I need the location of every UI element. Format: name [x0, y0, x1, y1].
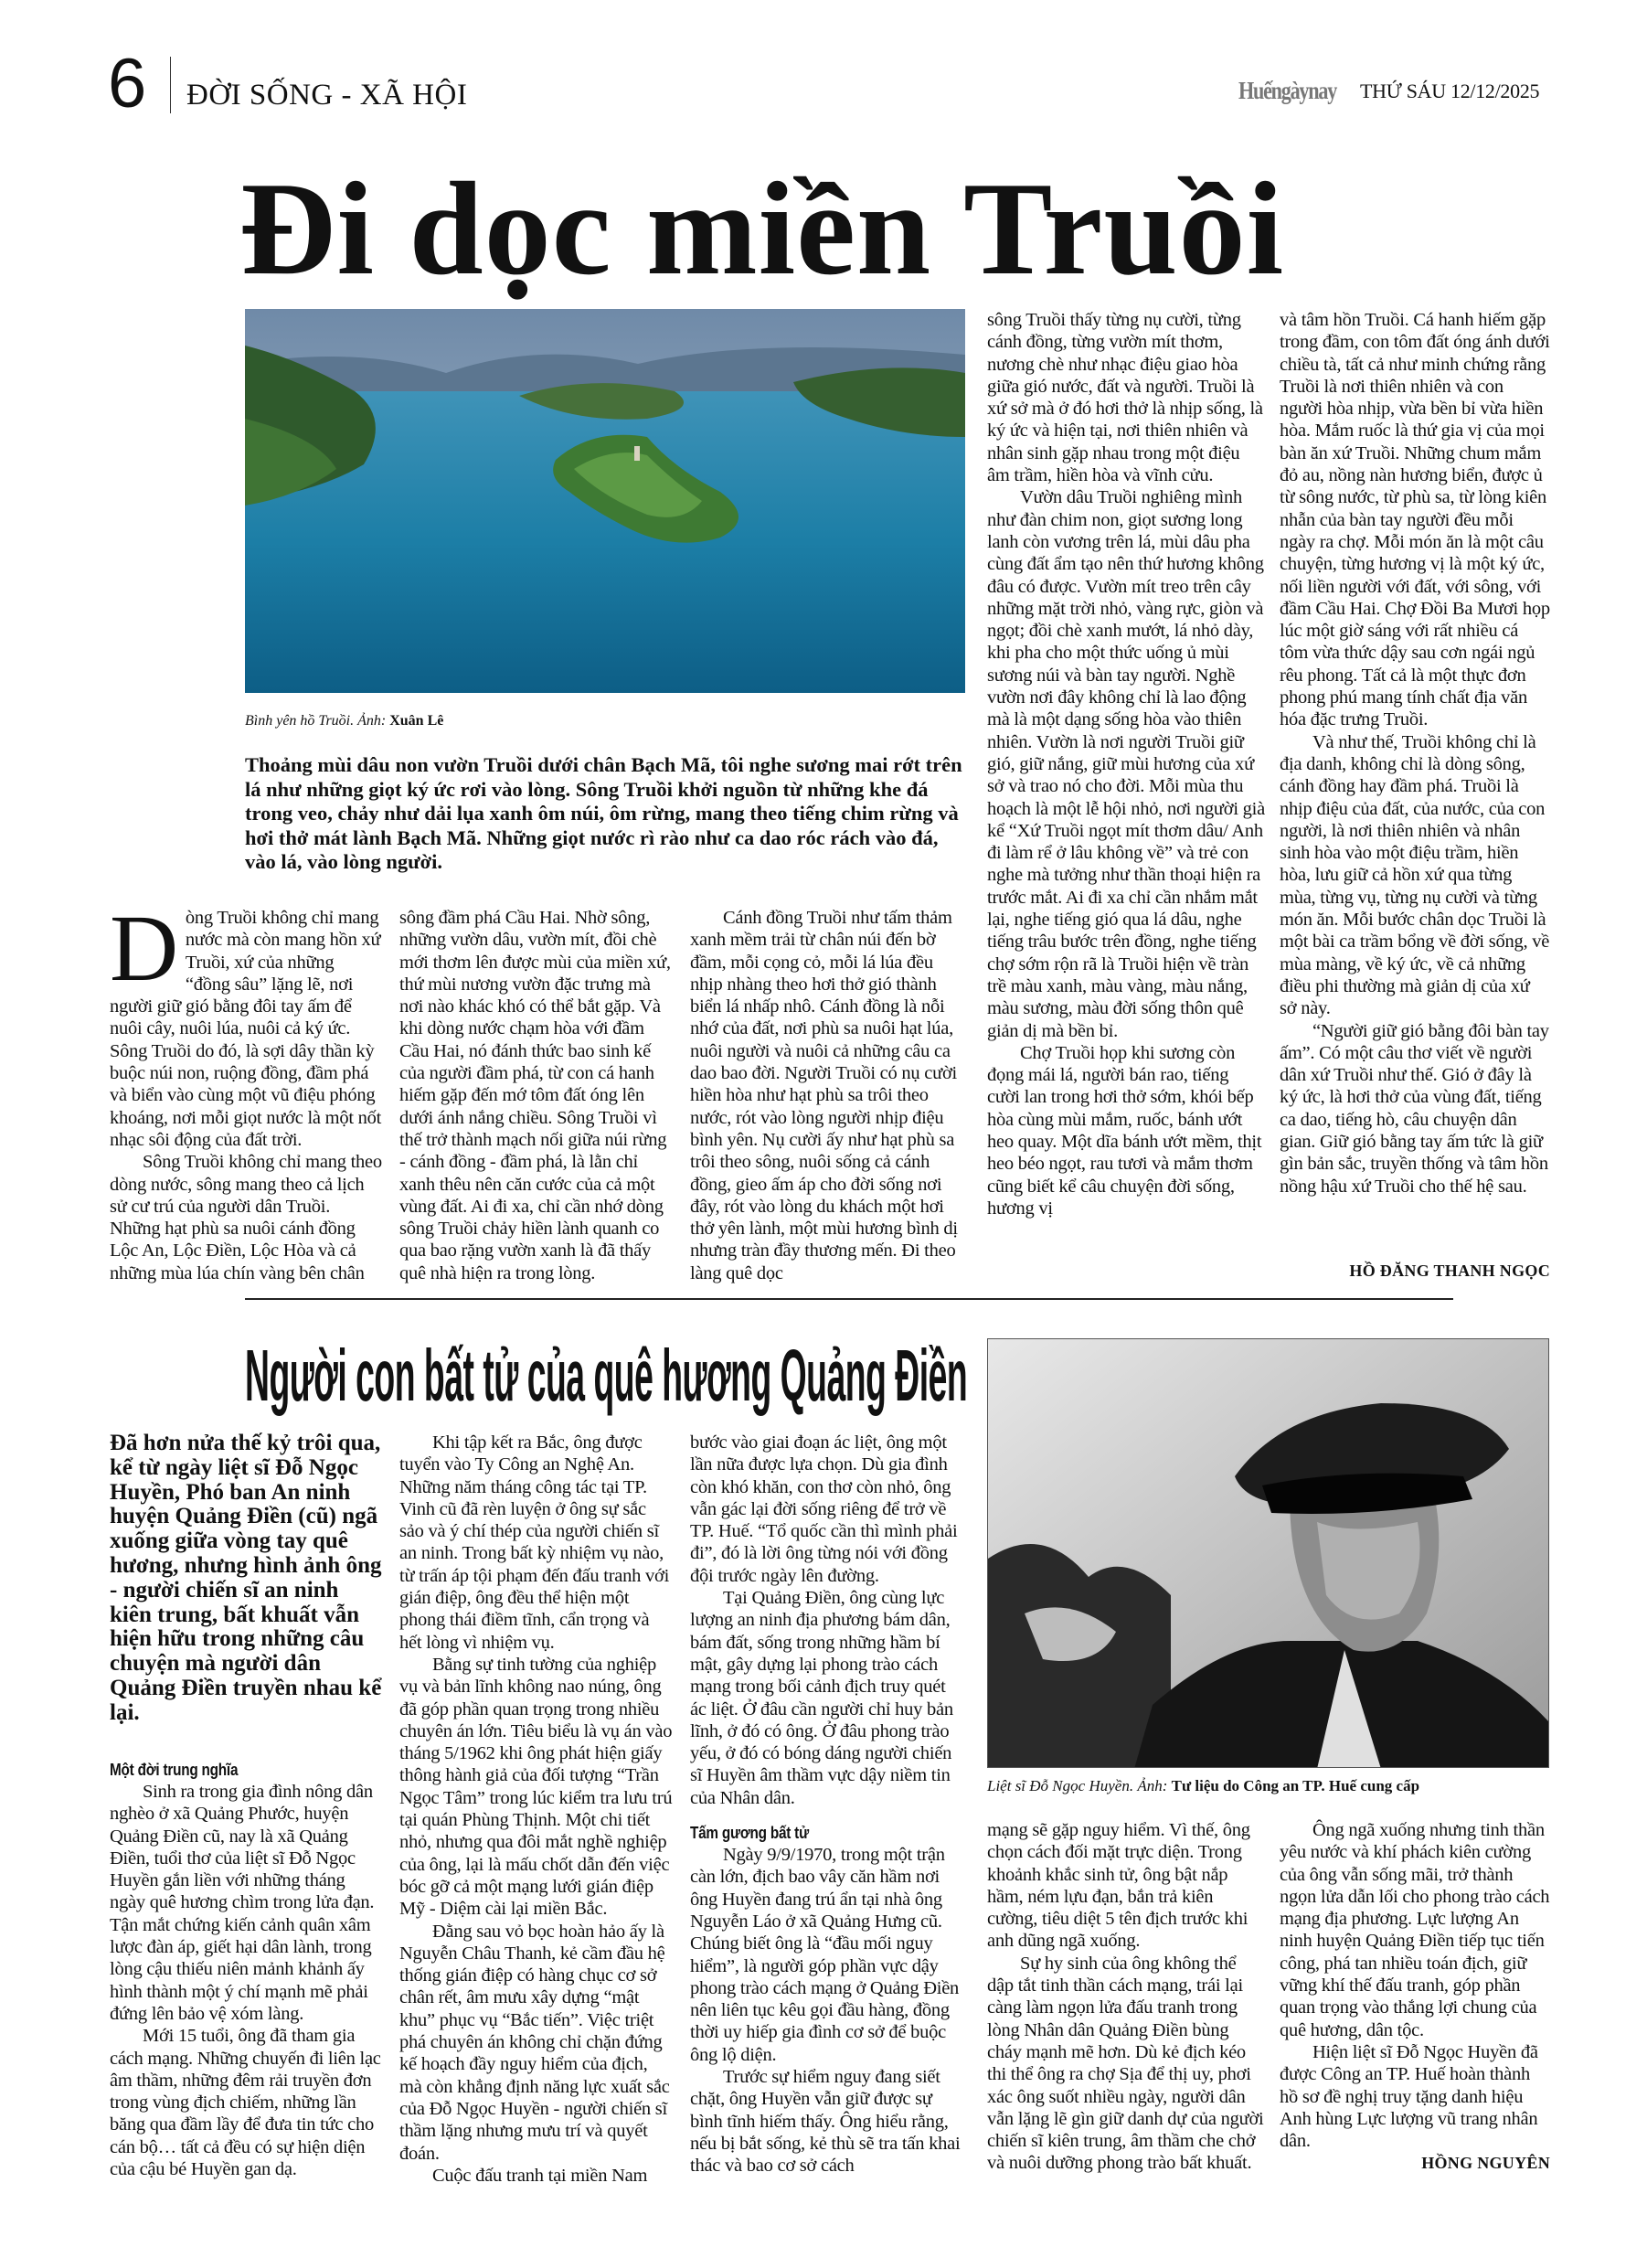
article2-author: HỒNG NGUYÊN	[1421, 2154, 1550, 2172]
paragraph: Cuộc đấu tranh tại miền Nam	[432, 2165, 648, 2186]
article1-column-4	[987, 309, 1265, 1219]
paragraph: Sinh ra trong gia đình nông dân nghèo ở xã Quảng Phước, huyện Quảng Điền cũ, nay là xã Quảng Điền, tuổi thơ của liệt sĩ Đỗ Ngọc Huyền gắn liền với những tháng ngày quê hương chìm trong lửa đạn. Tận mắt chứng kiến cảnh quân xâm lược đàn áp, giết hại dân lành, trong lòng cậu thiếu niên mảnh khảnh ấy hình thành một ý chí mạnh mẽ phải đứng lên bảo vệ xóm làng.	[110, 1782, 375, 2024]
article1-column-2	[399, 907, 672, 1284]
article2-column-3	[690, 1432, 964, 2177]
paragraph: Ông ngã xuống nhưng tinh thần yêu nước và khí phách kiên cường của ông vẫn sống mãi, trở thành ngọn lửa dẫn lối cho phong trào cách mạng địa phương. Lực lượng An ninh huyện Quảng Điền tiếp tục tiến công, phá tan nhiều toán địch, giữ vững khí thế đấu tranh, góp phần quan trọng vào thắng lợi chung của quê hương, dân tộc.	[1280, 1820, 1550, 2040]
paragraph: Vườn dâu Truồi nghiêng mình như đàn chim non, giọt sương long lanh còn vương trên lá, mùi dâu pha cùng đất ẩm tạo nên thứ hương không đâu có được. Vườn mít treo trên cây những mặt trời nhỏ, vàng rực, giòn và ngọt; đồi chè xanh mướt, lá nhỏ dày, khi pha cho một thức uống ủ mùi sương núi và bàn tay người. Nghề vườn nơi đây không chỉ là lao động mà là một dạng sống hòa vào thiên nhiên. Vườn là nơi người Truồi giữ gió, giữ nắng, giữ mùi hương của xứ sở và trao nó cho đời. Mỗi mùa thu hoạch là một lễ hội nhỏ, nơi người già kể “Xứ Truồi ngọt mít thơm dâu/ Anh đi làm rể ở lâu không về” và trẻ con nghe mà tưởng như thần thoại hiện ra trước mắt. Ai đi xa chỉ cần nhắm mắt lại, nghe tiếng gió qua lá dâu, nghe tiếng trâu bước trên đồng, nghe tiếng chợ sớm rộn rã là Truồi hiện về tràn trề màu xanh, màu vàng, màu nắng, màu sương, màu đời sống thôn quê giản dị mà bền bỉ.	[987, 487, 1265, 1041]
article2-column-3-body-b	[690, 1844, 964, 2177]
article1-author: HỒ ĐĂNG THANH NGỌC	[1349, 1262, 1550, 1280]
article2-column-1	[110, 1752, 384, 2180]
article1-title: Đi dọc miền Truồi	[239, 154, 1285, 303]
paragraph: Tại Quảng Điền, ông cùng lực lượng an ninh địa phương bám dân, bám đất, sống trong những hầm bí mật, gây dựng lại phong trào cách mạng trong bối cảnh địch truy quét ác liệt. Ở đâu cần người chỉ huy bản lĩnh, ở đó có ông. Ở đâu phong trào yếu, ở đó có bóng dáng người chiến sĩ Huyền âm thầm vực dậy niềm tin của Nhân dân.	[690, 1588, 953, 1808]
publication-logo: Huếngàynay	[1238, 77, 1337, 104]
article2-column-1-body	[110, 1781, 384, 2180]
paragraph: Bằng sự tinh tường của nghiệp vụ và bản lĩnh không nao núng, ông đã góp phần quan trọng trong nhiều chuyên án lớn. Tiêu biểu là vụ án vào tháng 5/1962 khi ông phát hiện giấy thông hành giả của đối tượng “Trần Ngọc Tâm” trong lúc kiểm tra lưu trú tại quán Phùng Thịnh. Một chi tiết nhỏ, nhưng qua đôi mắt nghề nghiệp của ông, lại là mấu chốt dẫn đến việc bóc gỡ cả một mạng lưới gián điệp Mỹ - Diệm cài lại miền Bắc.	[399, 1654, 673, 1920]
photo1-caption-credit: Xuân Lê	[389, 713, 444, 729]
paragraph: Chợ Truồi họp khi sương còn đọng mái lá, người bán rao, tiếng cười lan trong hơi thở sớm, khói bếp hòa cùng mùi mắm, ruốc, bánh ướt heo quay. Một dĩa bánh ướt mềm, thịt heo béo ngọt, rau tươi và mắm thơm cũng biết kể câu chuyện đời sống, hương vị	[987, 1042, 1262, 1219]
paragraph: Mới 15 tuổi, ông đã tham gia cách mạng. Những chuyến đi liên lạc âm thầm, những đêm rải truyền đơn trong vùng địch chiếm, những lần băng qua đầm lầy để đưa tin tức cho cán bộ… tất cả đều có sự hiện diện của cậu bé Huyền gan dạ.	[110, 2026, 381, 2180]
paragraph: Và như thế, Truồi không chỉ là địa danh, không chỉ là dòng sông, cánh đồng hay đầm phá. Truồi là nhịp điệu của đất, của nước, của con người, là nơi thiên nhiên và nhân sinh hòa vào một điệu trầm, hiền hòa, lưu giữ cả hồn xứ qua từng mùa, từng vụ, từng nụ cười và từng món ăn. Mỗi bước chân dọc Truồi là một bài ca trầm bổng về đời sống, về mùa màng, về ký ức, về cả những điều phi thường mà giản dị của xứ sở này.	[1280, 731, 1550, 1019]
article1-column-1	[110, 896, 382, 1284]
paragraph: “Người giữ gió bằng đôi bàn tay ấm”. Có một câu thơ viết về người dân xứ Truồi như thế. Gió ở đây là ký ức, là hơi thở của vùng đất, tiếng ca dao, tiếng hò, câu chuyện dân gian. Giữ gió bằng tay ấm tức là giữ gìn bản sắc, truyền thống và tâm hồn nồng hậu xứ Truồi cho thế hệ sau.	[1280, 1020, 1549, 1197]
section-title: ĐỜI SỐNG - XÃ HỘI	[186, 79, 468, 112]
paragraph: Ngày 9/9/1970, trong một trận càn lớn, địch bao vây căn hầm nơi ông Huyền đang trú ẩn tại nhà ông Nguyễn Láo ở xã Quảng Hưng cũ. Chúng biết ông là “đầu mối nguy hiểm”, là người góp phần vực dậy phong trào cách mạng ở Quảng Điền nên liên tục kêu gọi đầu hàng, đồng thời uy hiếp gia đình cơ sở để buộc ông lộ diện.	[690, 1845, 960, 2065]
paragraph: òng Truồi không chỉ mang nước mà còn mang hồn xứ Truồi, xứ của những “đồng sâu” lặng lẽ, nơi người giữ gió bằng đôi tay ấm để nuôi cây, nuôi lúa, nuôi cả ký ức. Sông Truồi do đó, là sợi dây thần kỳ buộc núi non, ruộng đồng, đầm phá và biển vào cùng một vũ điệu phóng khoáng, nơi mỗi giọt nước là một nốt nhạc sôi động của đất trời.	[110, 908, 382, 1150]
lake-photo	[245, 309, 965, 693]
paragraph: Đằng sau vỏ bọc hoàn hảo ấy là Nguyễn Châu Thanh, kẻ cầm đầu hệ thống gián điệp có hàng chục cơ sở chân rết, âm mưu xây dựng “mật khu” phục vụ “Bắc tiến”. Việc triệt phá chuyên án không chỉ chặn đứng kế hoạch đầy nguy hiểm của địch, mà còn khẳng định năng lực xuất sắc của Đỗ Ngọc Huyền - người chiến sĩ thầm lặng nhưng mưu trí và quyết đoán.	[399, 1921, 670, 2164]
paragraph: Khi tập kết ra Bắc, ông được tuyển vào Ty Công an Nghệ An. Những năm tháng công tác tại TP. Vinh cũ đã rèn luyện ở ông sự sắc sảo và ý chí thép của người chiến sĩ an ninh. Trong bất kỳ nhiệm vụ nào, từ trấn áp tội phạm đến đấu tranh với gián điệp, ông đều thể hiện một phong thái điềm tĩnh, cẩn trọng và hết lòng vì nhiệm vụ.	[399, 1432, 670, 1653]
paragraph: mạng sẽ gặp nguy hiểm. Vì thế, ông chọn cách đối mặt trực diện. Trong khoảnh khắc sinh tử, ông bật nắp hầm, ném lựu đạn, bắn trả kiên cường, tiêu diệt 5 tên địch trước khi anh dũng ngã xuống.	[987, 1820, 1250, 1952]
paragraph: Cánh đồng Truồi như tấm thảm xanh mềm trải từ chân núi đến bờ đầm, mỗi cọng cỏ, mỗi lá lúa đều nhịp nhàng theo hơi thở gió thành biển lá nhấp nhô. Cánh đồng là nỗi nhớ của đất, nơi phù sa nuôi hạt lúa, nuôi người và nuôi cả những câu ca dao bao đời. Người Truồi có nụ cười hiền hòa như hạt phù sa trôi theo nước, rót vào lòng người nhịp điệu bình yên. Nụ cười ấy như hạt phù sa trôi theo sông, nuôi sống cả cánh đồng, gieo ấm áp cho đời sống nơi đây, rót vào lòng du khách một hơi thở yên lành, một mùi hương bình dị nhưng tràn đầy thương mến. Đi theo làng quê dọc	[690, 908, 958, 1283]
issue-date: THỨ SÁU 12/12/2025	[1360, 80, 1540, 102]
portrait-photo	[987, 1338, 1549, 1768]
photo2-caption-credit: Tư liệu do Công an TP. Huế cung cấp	[1171, 1777, 1420, 1794]
paragraph: Hiện liệt sĩ Đỗ Ngọc Huyền đã được Công an TP. Huế hoàn thành hồ sơ đề nghị truy tặng danh hiệu Anh hùng Lực lượng vũ trang nhân dân.	[1280, 2041, 1538, 2152]
subheading: Tấm gương bất tử	[690, 1824, 809, 1843]
subheading: Một đời trung nghĩa	[110, 1761, 239, 1779]
article1-column-3	[690, 907, 964, 1284]
paragraph: Sự hy sinh của ông không thể dập tắt tinh thần cách mạng, trái lại càng làm ngọn lửa đấu tranh trong lòng Nhân dân Quảng Điền bùng cháy mạnh mẽ hơn. Dù kẻ địch kéo thi thể ông ra chợ Sịa để thị uy, phơi xác ông suốt nhiều ngày, người dân vẫn lặng lẽ gìn giữ danh dự của người chiến sĩ kiên trung, âm thầm che chở và nuôi dưỡng phong trào bất khuất.	[987, 1953, 1264, 2174]
photo2-caption	[987, 1777, 1419, 1795]
article2-column-2	[399, 1432, 674, 2187]
photo1-caption-desc: Bình yên hồ Truồi. Ảnh:	[245, 713, 387, 729]
paragraph: và tâm hồn Truồi. Cá hanh hiếm gặp trong đầm, con tôm đất óng ánh dưới chiều tà, tất cả như minh chứng rằng Truồi là nơi thiên nhiên và con người hòa nhịp, vừa bền bỉ vừa hiền hòa. Mắm ruốc là thứ gia vị của mọi bàn ăn xứ Truồi. Những chum mắm đỏ au, nồng nàn hương biển, được ủ từ sông nước, từ phù sa, từ lòng kiên nhẫn của bàn tay người đều mỗi ngày ra chợ. Mỗi món ăn là một câu chuyện, từng hương vị là một ký ức, nối liền người với đất, với sông, với đầm Cầu Hai. Chợ Đồi Ba Mươi họp lúc một giờ sáng với rất nhiều cá tôm vừa thức dậy sau cơn ngái ngủ rêu phong. Tất cả là một thực đơn phong phú mang tính chất địa văn hóa đặc trưng Truồi.	[1280, 310, 1550, 730]
article2-lead: Đã hơn nửa thế kỷ trôi qua, kể từ ngày liệt sĩ Đỗ Ngọc Huyền, Phó ban An ninh huyện Quảng Điền (cũ) ngã xuống giữa vòng tay quê hương, nhưng hình ảnh ông - người chiến sĩ an ninh kiên trung, bất khuất vẫn hiện hữu trong những câu chuyện mà người dân Quảng Điền truyền nhau kể lại.	[110, 1431, 382, 1725]
paragraph: sông Truồi thấy từng nụ cười, từng cánh đồng, từng vườn mít thơm, nương chè như nhạc điệu giao hòa giữa gió nước, đất và người. Truồi là xứ sở mà ở đó hơi thở là nhịp sống, là ký ức và hiện tại, nơi thiên nhiên và nhân sinh gặp nhau trong một điệu âm trầm, hiền hòa và vĩnh cửu.	[987, 310, 1263, 486]
photo1-caption	[245, 713, 443, 729]
paragraph: Trước sự hiểm nguy đang siết chặt, ông Huyền vẫn giữ được sự bình tĩnh hiếm thấy. Ông hiểu rằng, nếu bị bắt sống, kẻ thù sẽ tra tấn khai thác và bao cơ sở cách	[690, 2067, 961, 2177]
page-number: 6	[108, 45, 147, 122]
paragraph: bước vào giai đoạn ác liệt, ông một lần nữa được lựa chọn. Dù gia đình còn khó khăn, con thơ còn nhỏ, ông vẫn gác lại đời sống riêng để trở về TP. Huế. “Tổ quốc cần thì mình phải đi”, đó là lời ông từng nói với đồng đội trước ngày lên đường.	[690, 1432, 958, 1586]
article1-column-5	[1280, 309, 1550, 1198]
article2-column-3-body-a	[690, 1432, 964, 1809]
article-divider	[245, 1298, 1453, 1300]
header-divider	[170, 57, 171, 113]
drop-cap: D	[110, 896, 178, 1001]
article2-column-4	[987, 1819, 1265, 2175]
photo2-caption-desc: Liệt sĩ Đỗ Ngọc Huyền. Ảnh:	[987, 1777, 1168, 1794]
paragraph: sông đầm phá Cầu Hai. Nhờ sông, những vườn dâu, vườn mít, đồi chè mới thơm lên được mùi của miền xứ, thứ mùi nương vườn đặc trưng mà nơi nào khác khó có thể bắt gặp. Và khi dòng nước chạm hòa với đầm Cầu Hai, nó đánh thức bao sinh kế của người đầm phá, từ con cá hanh hiếm gặp đến mớ tôm đất óng lên dưới ánh nắng chiều. Sông Truồi vì thế trở thành mạch nối giữa núi rừng - cánh đồng - đầm phá, là lằn chỉ xanh thêu nên căn cước của cả một vùng đất. Ai đi xa, chỉ cần nhớ dòng sông Truồi chảy hiền lành quanh co qua bao rặng vườn xanh là đã thấy quê nhà hiện ra trong lòng.	[399, 908, 671, 1283]
article2-title: Người con bất tử của quê hương Quảng Điền	[245, 1335, 968, 1416]
article1-lead: Thoảng mùi dâu non vườn Truồi dưới chân Bạch Mã, tôi nghe sương mai rớt trên lá như những giọt ký ức rơi vào lòng. Sông Truồi khởi nguồn từ những khe đá trong veo, chảy như dải lụa xanh ôm núi, ôm rừng, mang theo tiếng chim rừng và hơi thở mát lành Bạch Mã. Những giọt nước rì rào như ca dao róc rách vào đá, vào lá, vào lòng người.	[245, 753, 962, 873]
article2-column-5	[1280, 1819, 1550, 2152]
paragraph: Sông Truồi không chỉ mang theo dòng nước, sông mang theo cả lịch sử cư trú của người dân Truồi. Những hạt phù sa nuôi cánh đồng Lộc An, Lộc Điền, Lộc Hòa và cả những mùa lúa chín vàng bên chân	[110, 1152, 382, 1283]
